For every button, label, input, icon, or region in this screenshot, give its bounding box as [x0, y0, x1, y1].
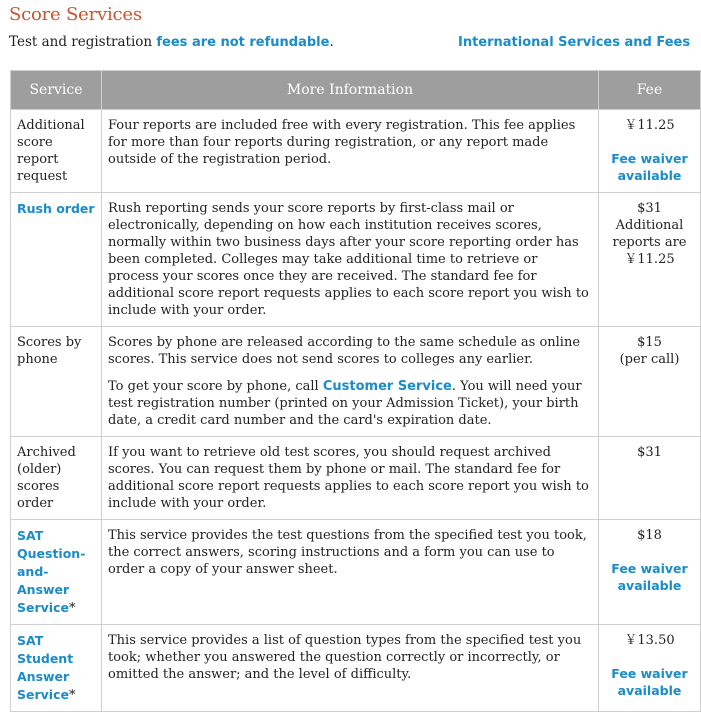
service-cell: [11, 520, 102, 625]
fee-amount: $18: [637, 528, 662, 543]
fee-waiver-link[interactable]: Fee waiver available: [611, 561, 688, 593]
table-row: [11, 110, 701, 193]
service-cell: [11, 437, 102, 520]
fee-cell: [599, 193, 701, 327]
info-cell: [102, 625, 599, 712]
header-more-information: More Information: [102, 71, 599, 110]
fee-cell: [599, 520, 701, 625]
table-row: [11, 625, 701, 712]
page-title: Score Services: [9, 4, 142, 25]
service-cell: [11, 327, 102, 437]
info-text: Rush reporting sends your score reports by first-class mail or electronically, depending on how each institution receives scores, normally within two business days after your score reporting order has been completed. Colleges may take additional time to retrieve or process your scores once they are received. The standard fee for additional score report requests applies to each score report you wish to include with your order.: [108, 201, 589, 318]
fee-cell: [599, 437, 701, 520]
sat-question-answer-service-link[interactable]: SAT Question-and-Answer Service: [17, 528, 86, 615]
fee-cell: [599, 110, 701, 193]
service-cell: [11, 110, 102, 193]
info-text: This service provides the test questions from the specified test you took, the correct answers, scoring instructions and a form you can use to order a copy of your answer sheet.: [108, 528, 587, 577]
table-header-row: [11, 71, 701, 110]
service-name: Scores by phone: [17, 335, 82, 367]
info-cell: [102, 193, 599, 327]
service-name: Archived (older) scores order: [17, 445, 76, 511]
fees-not-refundable-link[interactable]: fees are not refundable: [156, 35, 330, 50]
refund-notice-suffix: .: [329, 34, 334, 50]
sat-student-answer-service-link[interactable]: SAT Student Answer Service: [17, 633, 74, 702]
fee-waiver-link[interactable]: Fee waiver available: [611, 666, 688, 698]
info-cell: [102, 327, 599, 437]
info-text-2: [108, 378, 592, 429]
refund-notice-prefix: Test and registration: [9, 34, 157, 50]
info-text: Scores by phone are released according to the same schedule as online scores. This service does not send scores to colleges any earlier.: [108, 335, 581, 367]
info-text: Four reports are included free with every registration. This fee applies for more than four reports during registration, or any report made outside of the registration period.: [108, 118, 576, 167]
table-row: [11, 520, 701, 625]
fee-cell: [599, 625, 701, 712]
international-fees: [458, 34, 690, 50]
fee-note: (per call): [619, 352, 680, 367]
header-service: Service: [11, 71, 102, 110]
footnote-star: *: [68, 601, 76, 616]
fee-amount: ￥13.50: [624, 633, 675, 648]
table-row: [11, 437, 701, 520]
footnote-star: *: [68, 688, 76, 703]
service-cell: [11, 193, 102, 327]
fee-amount: $31: [637, 445, 662, 460]
info2-prefix: To get your score by phone, call: [108, 379, 323, 394]
customer-service-link[interactable]: Customer Service: [322, 379, 452, 394]
fee-cell: [599, 327, 701, 437]
international-services-link[interactable]: International Services and Fees: [458, 35, 691, 50]
service-name: Additional score report request: [17, 118, 85, 184]
refund-notice: [9, 34, 334, 50]
info-cell: [102, 437, 599, 520]
info-text: If you want to retrieve old test scores, you should request archived scores. You can request them by phone or mail. The standard fee for additional score report requests applies to each score report you wish to include with your order.: [108, 445, 589, 511]
info-text: This service provides a list of question types from the specified test you took; whether you answered the question correctly or incorrectly, or omitted the answer; and the level of difficulty.: [108, 633, 582, 682]
fee-amount: $31 Additional reports are ￥11.25: [612, 201, 687, 267]
score-services-table: [10, 70, 701, 712]
service-cell: [11, 625, 102, 712]
header-fee: Fee: [599, 71, 701, 110]
fee-waiver-link[interactable]: Fee waiver available: [611, 151, 688, 183]
info2-suffix: . You will need your test registration number (printed on your Admission Ticket), your birth date, a credit card number and the card's expiration date.: [108, 379, 582, 428]
info-cell: [102, 110, 599, 193]
table-row: [11, 193, 701, 327]
rush-order-link[interactable]: Rush order: [17, 201, 95, 216]
fee-amount: $15: [637, 335, 662, 350]
fee-amount: ￥11.25: [624, 118, 675, 133]
table-row: [11, 327, 701, 437]
info-cell: [102, 520, 599, 625]
